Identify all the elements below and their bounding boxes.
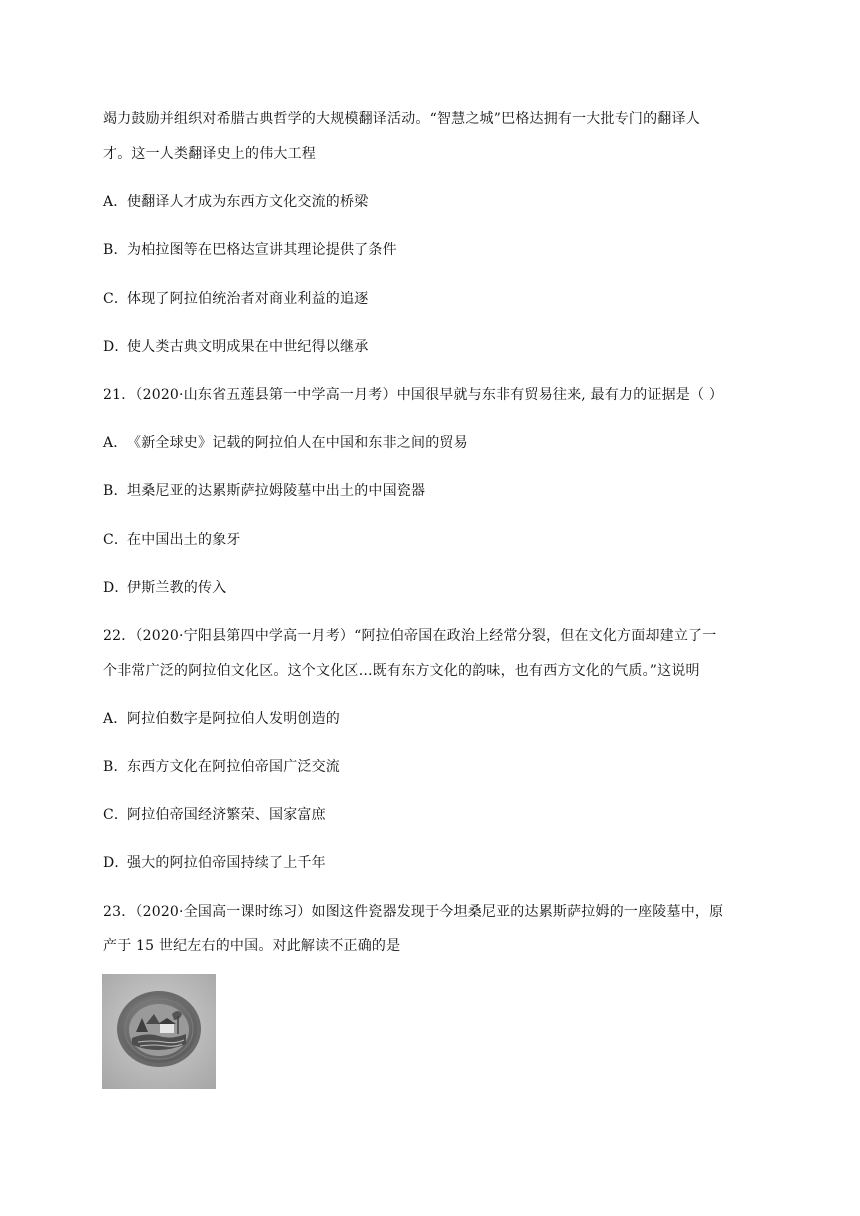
q20-stem-line2: 才。这一人类翻译史上的伟大工程 <box>103 146 316 162</box>
q20-option-b <box>103 240 763 260</box>
q23-stem-line2: 产于 15 世纪左右的中国。对此解读不正确的是 <box>103 938 401 954</box>
porcelain-plate-photo <box>102 974 216 1089</box>
option-text: 体现了阿拉伯统治者对商业利益的追逐 <box>127 291 369 307</box>
option-text: 使人类古典文明成果在中世纪得以继承 <box>127 339 369 355</box>
option-text: 《新全球史》记载的阿拉伯人在中国和东非之间的贸易 <box>127 435 468 451</box>
option-letter: D． <box>103 580 129 596</box>
option-letter: B． <box>103 483 128 499</box>
option-letter: C． <box>103 532 129 548</box>
q22-stem-line1: 22．（2020·宁阳县第四中学高一月考）“阿拉伯帝国在政治上经常分裂，但在文化方面却建立了一 <box>103 628 717 644</box>
option-letter: C． <box>103 807 129 823</box>
option-text: 使翻译人才成为东西方文化交流的桥梁 <box>127 194 369 210</box>
q22-option-d <box>103 853 763 873</box>
option-text: 阿拉伯帝国经济繁荣、国家富庶 <box>127 807 326 823</box>
option-text: 阿拉伯数字是阿拉伯人发明创造的 <box>127 711 340 727</box>
q23-stem-line1: 23．（2020·全国高一课时练习）如图这件瓷器发现于今坦桑尼亚的达累斯萨拉姆的一座陵墓中，原 <box>103 904 724 920</box>
option-text: 坦桑尼亚的达累斯萨拉姆陵墓中出土的中国瓷器 <box>127 483 426 499</box>
option-letter: B． <box>103 242 128 258</box>
option-text: 东西方文化在阿拉伯帝国广泛交流 <box>127 759 340 775</box>
option-letter: B． <box>103 759 128 775</box>
option-letter: A． <box>103 711 128 727</box>
q20-option-c <box>103 289 763 309</box>
option-letter: D． <box>103 339 129 355</box>
q21-stem: 21．（2020·山东省五莲县第一中学高一月考）中国很早就与东非有贸易往来, 最有力的证据是（ ） <box>103 387 724 403</box>
q22-option-c <box>103 805 763 825</box>
q21-option-b <box>103 481 763 501</box>
option-text: 强大的阿拉伯帝国持续了上千年 <box>127 855 326 871</box>
q21-option-d <box>103 578 763 598</box>
porcelain-plate-image <box>102 974 216 1089</box>
option-text: 在中国出土的象牙 <box>127 532 241 548</box>
q22-option-b <box>103 757 763 777</box>
option-letter: A． <box>103 194 128 210</box>
q20-option-d <box>103 337 763 357</box>
option-text: 为柏拉图等在巴格达宣讲其理论提供了条件 <box>127 242 397 258</box>
q22-stem-line2: 个非常广泛的阿拉伯文化区。这个文化区…既有东方文化的韵味，也有西方文化的气质。”这说明 <box>103 663 700 679</box>
option-letter: A． <box>103 435 128 451</box>
q22-option-a <box>103 709 763 729</box>
q21-option-a <box>103 433 763 453</box>
option-text: 伊斯兰教的传入 <box>127 580 227 596</box>
option-letter: C． <box>103 291 129 307</box>
q21-option-c <box>103 530 763 550</box>
option-letter: D． <box>103 855 129 871</box>
q20-option-a <box>103 192 763 212</box>
q20-stem-line1: 竭力鼓励并组织对希腊古典哲学的大规模翻译活动。“智慧之城”巴格达拥有一大批专门的翻译人 <box>103 111 700 127</box>
